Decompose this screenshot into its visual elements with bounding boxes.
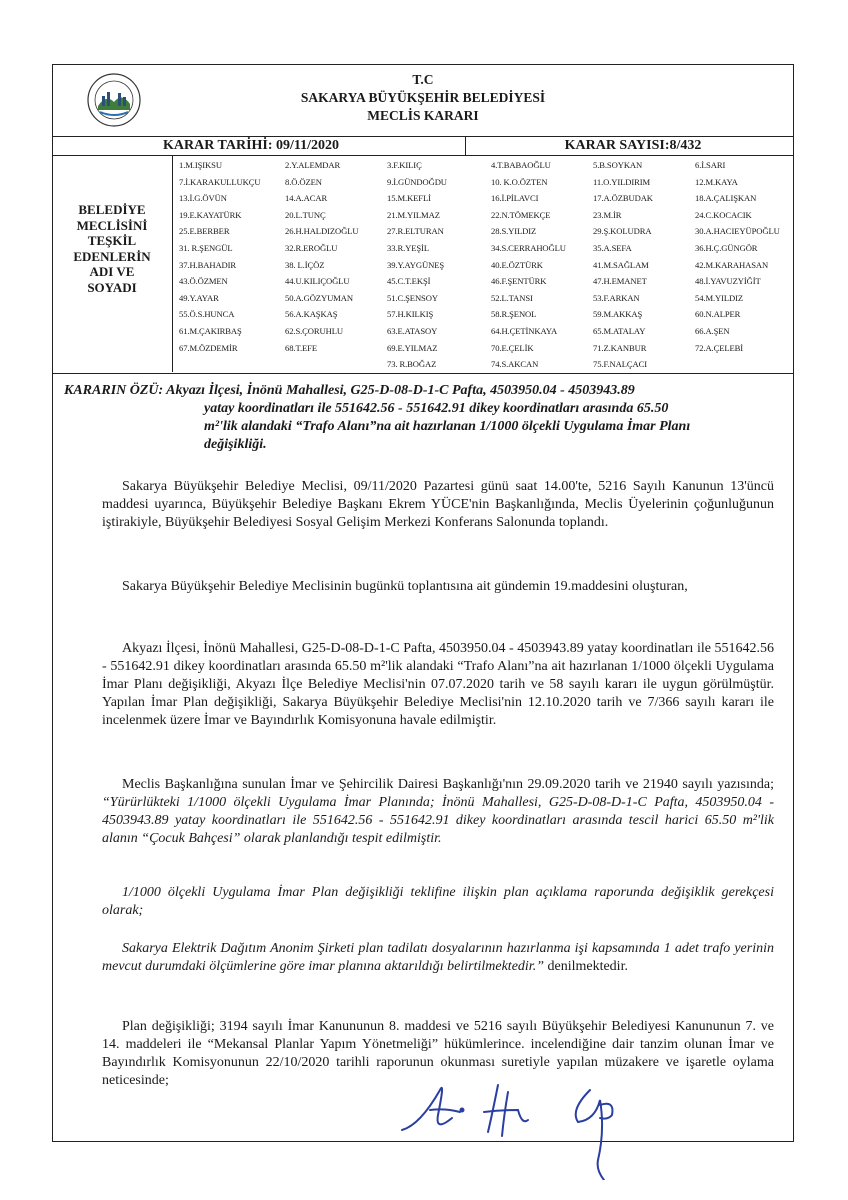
- member-name: 8.Ö.ÖZEN: [285, 176, 322, 187]
- paragraph-justification: 1/1000 ölçekli Uygulama İmar Plan değişikliği teklifine ilişkin plan açıklama raporunda değişiklik gerekçesi olarak;: [102, 885, 774, 918]
- member-name: 21.M.YILMAZ: [387, 209, 440, 220]
- members-label-line: TEŞKİL: [87, 233, 137, 248]
- member-name: 44.U.KILIÇOĞLU: [285, 276, 350, 287]
- member-name: 9.İ.GÜNDOĞDU: [387, 176, 447, 187]
- members-grid: [173, 156, 793, 372]
- summary-line: yatay koordinatları ile 551642.56 - 551642.91 dikey koordinatları arasında 65.50: [204, 401, 669, 416]
- header-council-decision: MECLİS KARARI: [367, 108, 479, 123]
- justification-quote: Sakarya Elektrik Dağıtım Anonim Şirketi plan tadilatı dosyalarının hazırlanma işi kapsamında 1 adet trafo yerinin mevcut durumdaki ölçümlerine göre imar planına aktarıldığı belirtilmektedir.”: [102, 941, 774, 974]
- member-name: 24.C.KOCACIK: [695, 209, 752, 220]
- member-name: 48.İ.YAVUZYİĞİT: [695, 276, 761, 287]
- members-label-line: MECLİSİNİ: [76, 217, 148, 233]
- member-name: 56.A.KAŞKAŞ: [285, 309, 338, 320]
- member-name: 49.Y.AYAR: [179, 292, 219, 303]
- member-name: 42.M.KARAHASAN: [695, 259, 769, 270]
- member-name: 69.E.YILMAZ: [387, 342, 438, 353]
- handwritten-signatures: [400, 1070, 650, 1180]
- members-label-line: ADI VE: [89, 264, 135, 279]
- letter-intro: Meclis Başkanlığına sunulan İmar ve Şehircilik Dairesi Başkanlığı'nın 29.09.2020 tarih ve 21940 sayılı yazısında;: [122, 777, 774, 792]
- member-name: 47.H.EMANET: [593, 276, 647, 287]
- member-name: 66.A.ŞEN: [695, 326, 730, 336]
- member-name: 23.M.İR: [593, 209, 622, 220]
- paragraph-plan-change: Akyazı İlçesi, İnönü Mahallesi, G25-D-08-D-1-C Pafta, 4503950.04 - 4503943.89 yatay koordinatları ile 551642.56 - 551642.91 dikey koordinatları arasında 65.50 m²'lik alandaki “Trafo Alanı”na ait hazırlanan 1/1000 ölçekli Uygulama İmar Planı değişikliği, Akyazı İlçe Belediye Meclisi'nin 07.07.2020 tarih ve 58 sayılı kararı ile uygun görülmüştür. Yapılan İmar Plan değişikliği, Sakarya Büyükşehir Belediye Meclisi'nin 12.10.2020 tarih ve 7/366 sayılı kararı ile incelenmek üzere İmar ve Bayındırlık Komisyonuna havale edilmiştir.: [102, 641, 774, 728]
- member-name: 2.Y.ALEMDAR: [285, 160, 341, 170]
- member-name: 39.Y.AYGÜNEŞ: [387, 259, 445, 270]
- member-name: 18.A.ÇALIŞKAN: [695, 193, 757, 204]
- member-name: 52.L.TANSI: [491, 292, 533, 303]
- member-name: 30.A.HACIEYÜPOĞLU: [695, 226, 780, 237]
- member-name: 61.M.ÇAKIRBAŞ: [179, 326, 242, 336]
- summary-line: m²'lik alandaki “Trafo Alanı”na ait hazırlanan 1/1000 ölçekli Uygulama İmar Planı: [204, 419, 691, 434]
- member-name: 13.İ.G.ÖVÜN: [179, 193, 227, 204]
- member-name: 37.H.BAHADIR: [179, 259, 237, 270]
- member-name: 43.Ö.ÖZMEN: [179, 276, 228, 287]
- member-name: 25.E.BERBER: [179, 226, 230, 237]
- member-name: 22.N.TÖMEKÇE: [491, 209, 551, 220]
- member-name: 17.A.ÖZBUDAK: [593, 193, 653, 204]
- member-name: 11.O.YILDIRIM: [593, 176, 651, 187]
- member-name: 7.İ.KARAKULLUKÇU: [179, 176, 261, 187]
- member-name: 75.F.NALÇACI: [593, 359, 647, 370]
- member-name: 60.N.ALPER: [695, 309, 741, 320]
- member-name: 33.R.YEŞİL: [387, 243, 429, 253]
- letter-quote: “Yürürlükteki 1/1000 ölçekli Uygulama İmar Planında; İnönü Mahallesi, G25-D-08-D-1-C Pafta, 4503950.04 - 4503943.89 yatay koordinatları ile 551642.56 - 551642.91 dikey koordinatları arasında tescil harici 65.50 m²'lik alanın “Çocuk Bahçesi” olarak planlandığı tespit edilmiştir.: [102, 795, 774, 846]
- member-name: 59.M.AKKAŞ: [593, 309, 643, 320]
- member-name: 64.H.ÇETİNKAYA: [491, 326, 558, 336]
- decision-info-bar: [52, 136, 794, 156]
- decision-number: KARAR SAYISI:8/432: [564, 138, 702, 153]
- paragraph-directorate-letter: [102, 776, 774, 848]
- decision-bar-divider: [465, 137, 466, 155]
- summary-line: değişikliği.: [204, 437, 267, 452]
- member-name: 12.M.KAYA: [695, 176, 738, 187]
- council-members-table: [52, 156, 794, 374]
- member-name: 62.S.ÇORUHLU: [285, 326, 344, 336]
- member-name: 45.C.T.EKŞİ: [387, 276, 431, 287]
- member-name: 19.E.KAYATÜRK: [179, 209, 242, 220]
- member-name: 26.H.HALDIZOĞLU: [285, 226, 359, 237]
- member-name: 36.H.Ç.GÜNGÖR: [695, 243, 758, 253]
- paragraph-vote: Plan değişikliği; 3194 sayılı İmar Kanununun 8. maddesi ve 5216 sayılı Büyükşehir Belediyesi Kanununun 7. ve 14. maddeleri ile “Mekansal Planlar Yapım Yönetmeliği” hükümlerince. incelendiğine dair tanzim olunan İmar ve Bayındırlık Komisyonunun 22/10/2020 tarihli raporunun okunması suretiyle yapılan müzakere ve işaretle oylama neticesinde;: [102, 1019, 774, 1088]
- member-name: 6.İ.SARI: [695, 160, 726, 170]
- member-name: 50.A.GÖZYUMAN: [285, 292, 353, 303]
- member-name: 65.M.ATALAY: [593, 326, 646, 336]
- member-name: 38. L.İÇÖZ: [285, 259, 325, 270]
- members-label-line: BELEDİYE: [78, 202, 146, 217]
- document-header: [52, 64, 794, 136]
- member-name: 53.F.ARKAN: [593, 292, 640, 303]
- header-tc: T.C: [412, 72, 434, 87]
- decision-date: KARAR TARİHİ: 09/11/2020: [162, 138, 340, 153]
- member-name: 57.H.KILKIŞ: [387, 309, 434, 320]
- member-name: 27.R.ELTURAN: [387, 226, 444, 237]
- members-label-cell: [52, 156, 173, 372]
- member-name: 72.A.ÇELEBİ: [695, 342, 744, 353]
- member-name: 73. R.BOĞAZ: [387, 359, 437, 370]
- paragraph-agenda: Sakarya Büyükşehir Belediye Meclisinin bugünkü toplantısına ait gündemin 19.maddesini oluşturan,: [122, 579, 688, 594]
- member-name: 5.B.SOYKAN: [593, 160, 643, 170]
- member-name: 63.E.ATASOY: [387, 326, 438, 336]
- member-name: 16.İ.PİLAVCI: [491, 193, 539, 204]
- summary-line: KARARIN ÖZÜ: Akyazı İlçesi, İnönü Mahallesi, G25-D-08-D-1-C Pafta, 4503950.04 - 4503943.89: [64, 383, 635, 398]
- member-name: 31. R.ŞENGÜL: [179, 243, 233, 253]
- header-municipality: SAKARYA BÜYÜKŞEHİR BELEDİYESİ: [300, 90, 546, 105]
- quote-ending: denilmektedir.: [543, 959, 628, 974]
- member-name: 46.F.ŞENTÜRK: [491, 276, 547, 287]
- member-name: 67.M.ÖZDEMİR: [179, 342, 238, 353]
- member-name: 15.M.KEFLİ: [387, 193, 431, 204]
- member-name: 32.R.EROĞLU: [285, 243, 338, 253]
- member-name: 4.T.BABAOĞLU: [491, 160, 551, 170]
- member-name: 29.Ş.KOLUDRA: [593, 226, 652, 237]
- member-name: 1.M.IŞIKSU: [179, 160, 222, 170]
- member-name: 51.C.ŞENSOY: [387, 292, 438, 303]
- member-name: 35.A.SEFA: [593, 243, 632, 253]
- member-name: 28.S.YILDIZ: [491, 226, 537, 237]
- members-label-line: SOYADI: [87, 279, 137, 295]
- paragraph-meeting: Sakarya Büyükşehir Belediye Meclisi, 09/11/2020 Pazartesi günü saat 14.00'te, 5216 Sayılı Kanunun 13'üncü maddesi uyarınca, Büyükşehir Belediye Başkanı Ekrem YÜCE'nin Başkanlığında, Meclis Üyelerinin çoğunluğunun iştirakiyle, Büyükşehir Belediyesi Sosyal Gelişim Merkezi Konferans Salonunda toplandı.: [102, 479, 774, 530]
- members-label: [52, 202, 172, 295]
- members-label-line: EDENLERİN: [73, 248, 151, 264]
- paragraph-quote: [102, 940, 774, 976]
- member-name: 14.A.ACAR: [285, 193, 328, 204]
- member-name: 58.R.ŞENOL: [491, 309, 537, 320]
- member-name: 41.M.SAĞLAM: [593, 259, 649, 270]
- member-name: 40.E.ÖZTÜRK: [491, 259, 543, 270]
- member-name: 20.L.TUNÇ: [285, 209, 326, 220]
- decision-summary: [64, 382, 799, 454]
- member-name: 54.M.YILDIZ: [695, 292, 744, 303]
- member-name: 70.E.ÇELİK: [491, 342, 534, 353]
- member-name: 55.Ö.S.HUNCA: [179, 309, 235, 320]
- member-name: 34.S.CERRAHOĞLU: [491, 243, 566, 253]
- member-name: 74.S.AKCAN: [491, 359, 539, 370]
- member-name: 68.T.EFE: [285, 342, 317, 353]
- member-name: 3.F.KILIÇ: [387, 160, 422, 170]
- member-name: 10. K.O.ÖZTEN: [491, 176, 548, 187]
- member-name: 71.Z.KANBUR: [593, 342, 647, 353]
